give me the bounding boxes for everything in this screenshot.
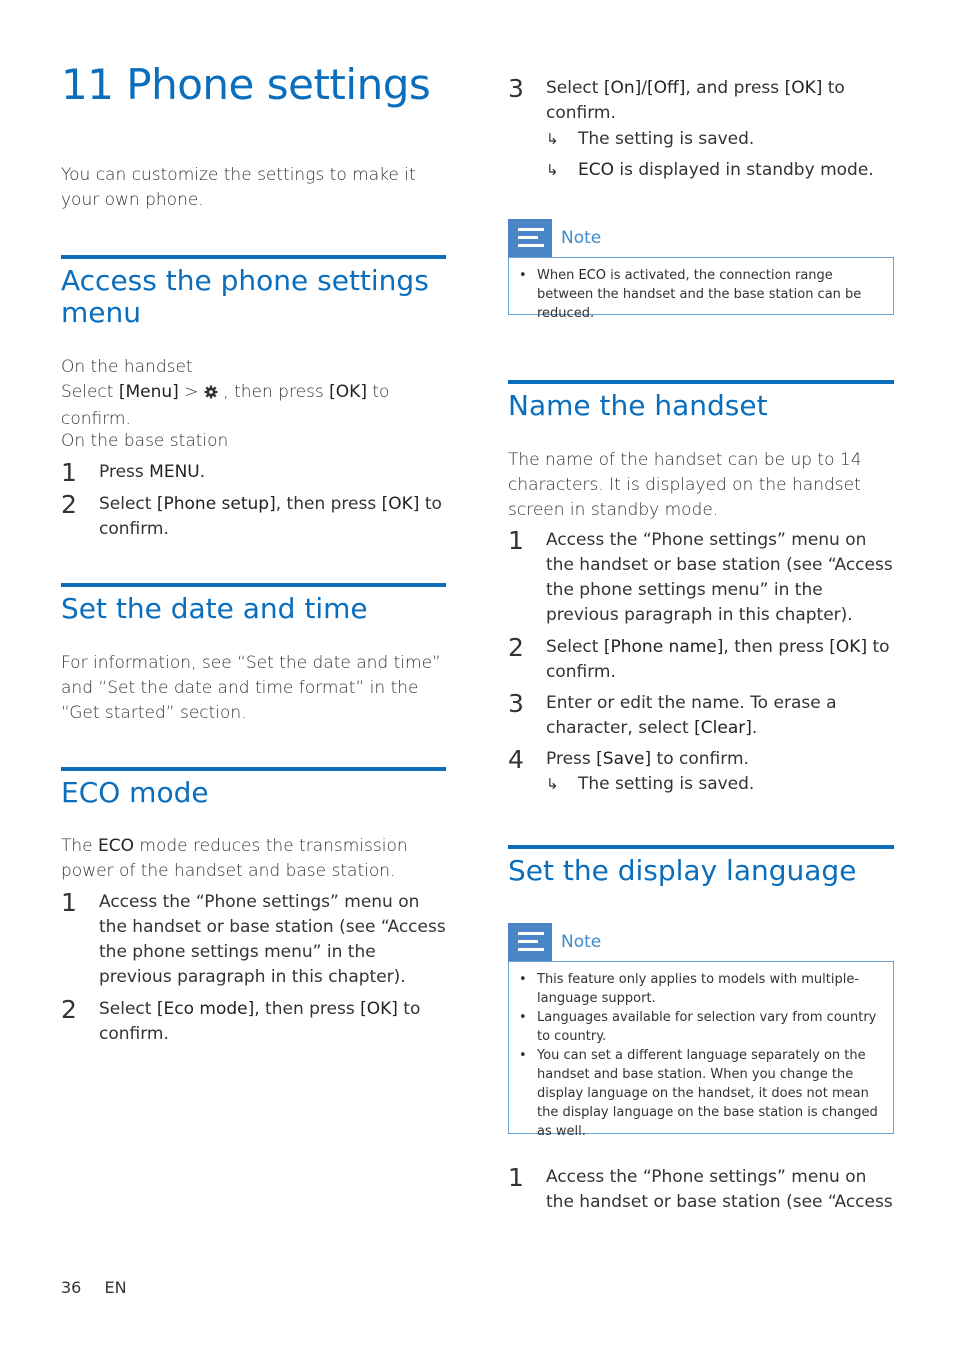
note-item: • This feature only applies to models with multiple-language support. — [519, 970, 883, 1008]
list-item: 1 Access the “Phone settings” menu on the handset or base station (see “Access the phone settings menu” in the previous paragraph in this chapter). — [508, 526, 893, 625]
section-rule — [61, 583, 446, 587]
access-heading: Access the phone settings menu — [61, 264, 429, 329]
note-icon — [508, 923, 552, 961]
language-heading: Set the display language — [508, 854, 857, 887]
access-base-label: On the base station — [61, 431, 229, 451]
result-arrow-icon: ↳ — [546, 130, 559, 148]
name-heading: Name the handset — [508, 389, 768, 422]
page-number: 36 — [61, 1278, 82, 1297]
datetime-heading: Set the date and time — [61, 592, 368, 625]
datetime-text: For information, see “Set the date and time” and “Set the date and time format” in the “Get started” section. — [61, 653, 441, 723]
list-item: 1 Access the “Phone settings” menu on the handset or base station (see “Access — [508, 1163, 893, 1212]
note-item: • Languages available for selection vary from country to country. — [519, 1008, 883, 1046]
note-header — [508, 219, 601, 257]
list-item: 2 Select [Eco mode], then press [OK] to confirm. — [61, 995, 421, 1044]
section-rule — [61, 255, 446, 259]
eco-intro: The ECO mode reduces the transmission power of the handset and base station. — [61, 836, 408, 881]
section-rule — [508, 380, 894, 384]
note-header — [508, 923, 601, 961]
page-footer — [61, 1278, 127, 1297]
list-item: 2 Select [Phone setup], then press [OK] to confirm. — [61, 490, 442, 539]
note-item: • You can set a different language separately on the handset and base station. When you change the display language on the handset, it does not mean the display language on the base station is changed as well. — [519, 1046, 883, 1141]
list-item: 1 Access the “Phone settings” menu on the handset or base station (see “Access the phone settings menu” in the previous paragraph in this chapter). — [61, 888, 446, 987]
note-item: • When ECO is activated, the connection range between the handset and the base station can be reduced. — [519, 266, 883, 323]
page-title: 11 Phone settings — [61, 60, 431, 109]
list-item: 4 Press [Save] to confirm. ↳ The setting is saved. — [508, 747, 894, 797]
list-item: 2 Select [Phone name], then press [OK] to confirm. — [508, 633, 890, 682]
eco-heading: ECO mode — [61, 776, 209, 809]
page-intro: You can customize the settings to make it your own phone. — [61, 165, 416, 210]
note-label: Note — [561, 228, 602, 248]
note-box — [508, 961, 894, 1139]
result-arrow-icon: ↳ — [546, 775, 559, 793]
access-handset-label: On the handset — [61, 357, 193, 377]
list-item: 3 Select [On]/[Off], and press [OK] to confirm. ↳ The setting is saved. ↳ ECO is displayed in standby mode. — [508, 76, 894, 183]
section-rule — [61, 767, 446, 771]
note-label: Note — [561, 932, 602, 952]
section-rule — [508, 845, 894, 849]
list-item: 3 Enter or edit the name. To erase a character, select [Clear]. — [508, 689, 837, 738]
note-box — [508, 257, 894, 321]
name-intro: The name of the handset can be up to 14 characters. It is displayed on the handset screen in standby mode. — [508, 450, 862, 520]
access-handset-text: Select [Menu] > , then press [OK] to confirm. — [61, 382, 390, 429]
page-language: EN — [104, 1278, 127, 1297]
list-item: 1 Press MENU. — [61, 458, 206, 487]
note-icon — [508, 219, 552, 257]
gear-icon — [204, 382, 218, 407]
result-arrow-icon: ↳ — [546, 161, 559, 179]
